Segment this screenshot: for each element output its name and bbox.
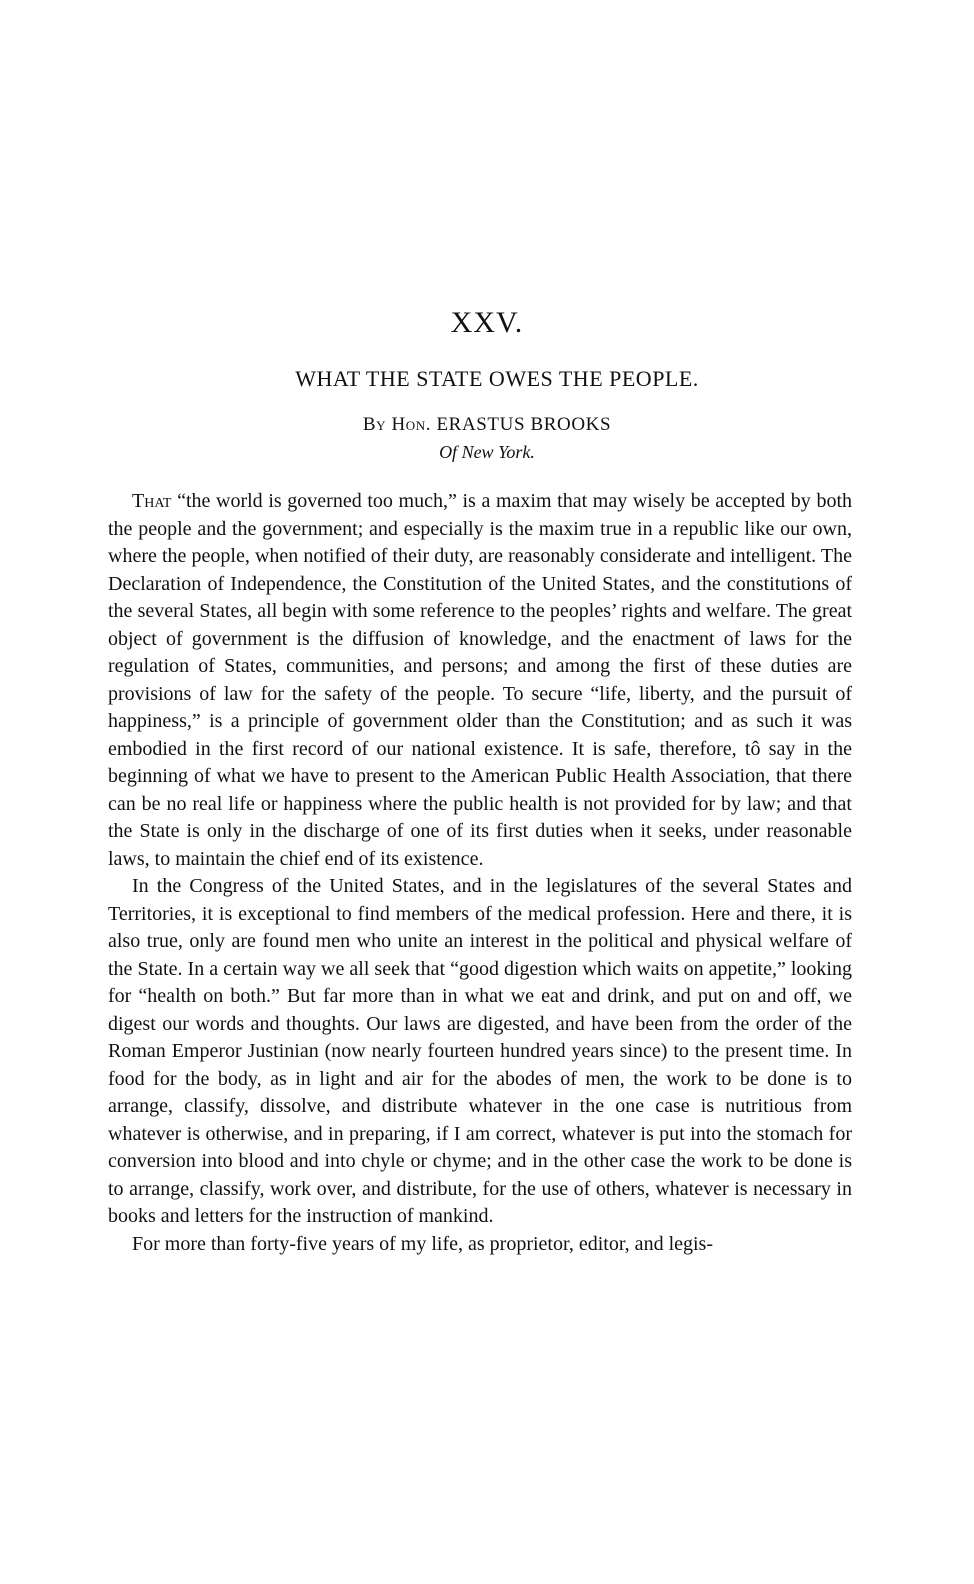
article-body [108,488,852,1258]
paragraph-lead-word: That [132,490,172,512]
paragraph-text: “the world is governed too much,” is a maxim that may wisely be accepted by both the people and the government; and especially is the maxim true in a republic like our own, where the people, when notified of their duty, are reasonably considerate and intelligent. The Declaration of Independence, the Constitution of the United States, and the constitutions of the several States, all begin with some reference to the peoples’ rights and welfare. The great object of government is the diffusion of knowledge, and the enactment of laws for the regulation of States, communities, and persons; and among the first of these duties are provisions of law for the safety of the people. To secure “life, liberty, and the pursuit of happiness,” is a principle of government older than the Constitution; and as such it was embodied in the first record of our national existence. It is safe, therefore, tô say in the beginning of what we have to present to the American Public Health Association, that there can be no real life or happiness where the public health is not provided for by law; and that the State is only in the discharge of one of its first duties when it seeks, under reasonable laws, to maintain the chief end of its existence. [108,490,852,870]
chapter-number: XXV. [450,306,524,339]
author-affiliation: Of New York. [439,442,535,462]
chapter-title: WHAT THE STATE OWES THE PEOPLE. [295,366,699,391]
byline-prefix: By Hon. [362,414,432,435]
paragraph-1 [108,488,852,873]
paragraph-3 [108,1231,852,1259]
paragraph-2 [108,873,852,1231]
byline [0,414,974,436]
author-name: ERASTUS BROOKS [436,414,612,435]
paragraph-text: For more than forty-five years of my life, as proprietor, editor, and legis- [132,1232,713,1255]
paragraph-text: In the Congress of the United States, and in the legislatures of the several States and Territories, it is exceptional to find members of the medical profession. Here and there, it is also true, only are found men who unite an interest in the political and physical welfare of the State. In a certain way we all seek that “good digestion which waits on appetite,” looking for “health on both.” But far more than in what we eat and drink, and put on and off, we digest our words and thoughts. Our laws are digested, and have been from the order of the Roman Emperor Justinian (now nearly fourteen hundred years since) to the present time. In food for the body, as in light and air for the abodes of men, the work to be done is to arrange, classify, dissolve, and distribute whatever in the one case is nutritious from whatever is otherwise, and in preparing, if I am correct, whatever is put into the stomach for conversion into blood and into chyle or chyme; and in the other case the work to be done is to arrange, classify, work over, and distribute, for the use of others, whatever is necessary in books and letters for the instruction of mankind. [108,875,852,1227]
